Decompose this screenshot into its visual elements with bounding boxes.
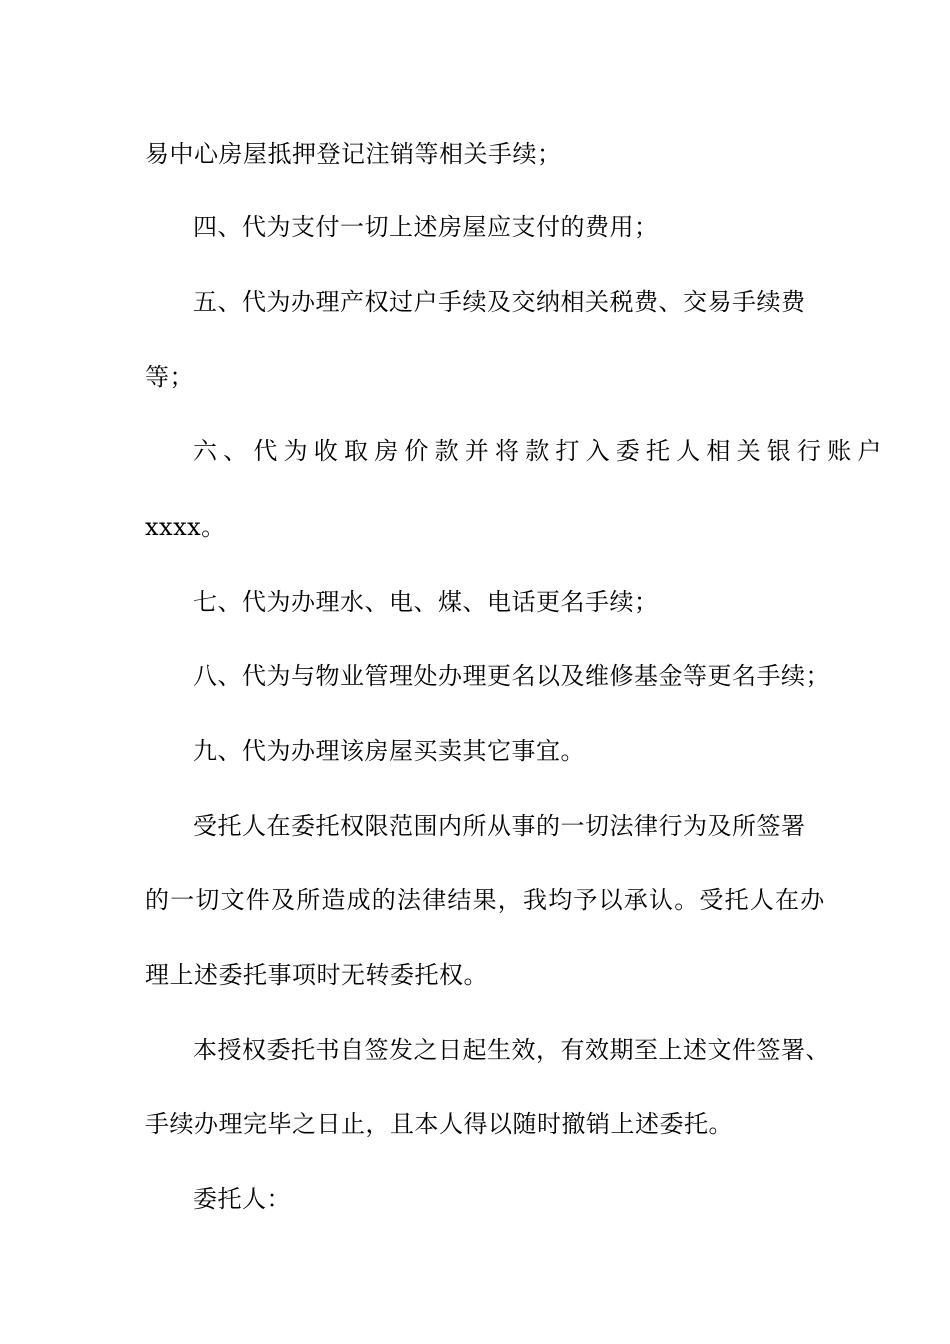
- text-line-9: 九、代为办理该房屋买卖其它事宜。: [193, 737, 585, 765]
- text-line-2: 四、代为支付一切上述房屋应支付的费用；: [193, 213, 659, 241]
- text-line-1: 易中心房屋抵押登记注销等相关手续；: [145, 140, 562, 168]
- text-line-14: 手续办理完毕之日止，且本人得以随时撤销上述委托。: [145, 1110, 733, 1138]
- text-line-8: 八、代为与物业管理处办理更名以及维修基金等更名手续；: [193, 662, 830, 690]
- text-line-10: 受托人在委托权限范围内所从事的一切法律行为及所签署: [193, 812, 806, 840]
- text-line-15: 委托人：: [193, 1185, 291, 1213]
- text-line-5: 六、代为收取房价款并将款打入委托人相关银行账户: [193, 437, 888, 465]
- text-line-6: xxxx。: [145, 513, 226, 541]
- text-line-13: 本授权委托书自签发之日起生效，有效期至上述文件签署、: [193, 1036, 830, 1064]
- text-line-3: 五、代为办理产权过户手续及交纳相关税费、交易手续费: [193, 288, 806, 316]
- text-line-4: 等；: [145, 363, 194, 391]
- text-line-7: 七、代为办理水、电、煤、电话更名手续；: [193, 588, 659, 616]
- text-line-11: 的一切文件及所造成的法律结果，我均予以承认。受托人在办: [145, 886, 826, 914]
- text-line-12: 理上述委托事项时无转委托权。: [145, 961, 488, 989]
